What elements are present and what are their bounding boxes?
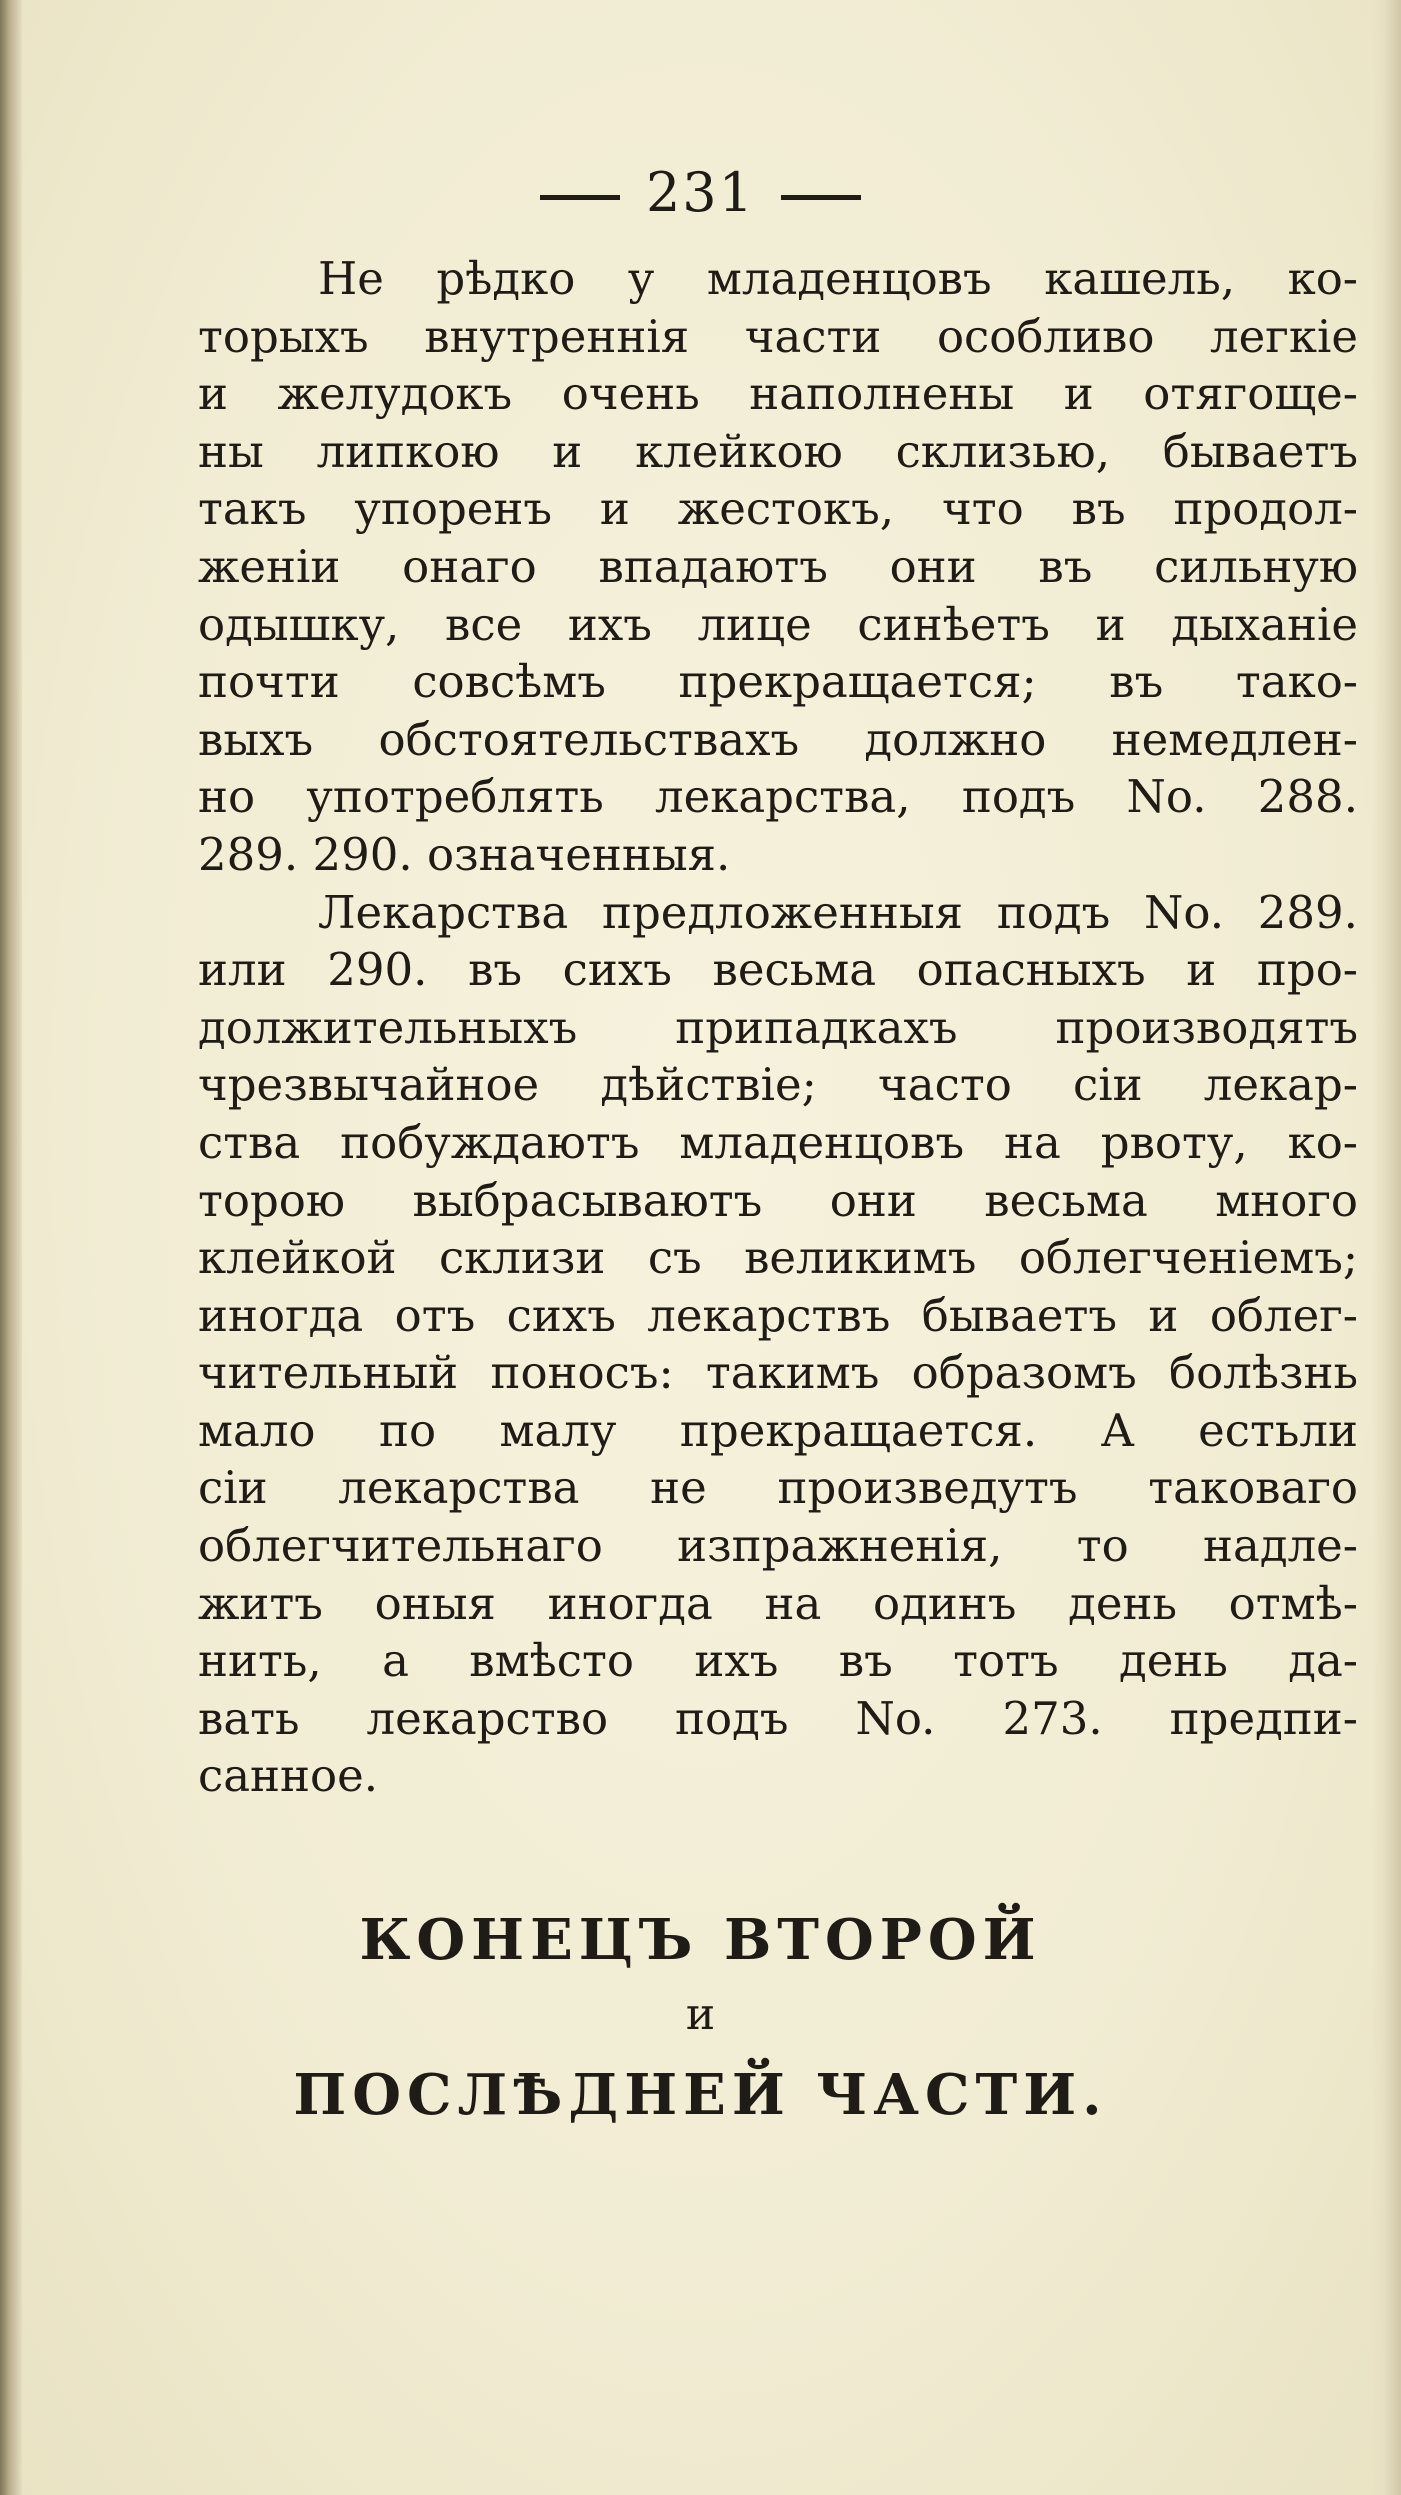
ending-title-line-3: ПОСЛѢДНЕЙ ЧАСТИ. — [293, 2062, 1108, 2128]
text-line: 289. 290. означенныя. — [198, 827, 731, 881]
text-line: иногда отъ сихъ лекарствъ бываетъ и облег- — [198, 1288, 1358, 1342]
ending-title-line-1: КОНЕЦЪ ВТОРОЙ — [359, 1907, 1042, 1973]
page-header — [0, 158, 1401, 228]
text-line: или 290. въ сихъ весьма опасныхъ и про- — [198, 943, 1358, 997]
text-line: торою выбрасываютъ они весьма много — [198, 1173, 1358, 1227]
text-line: клейкой склизи съ великимъ облегченіемъ; — [198, 1231, 1358, 1285]
text-line: Лекарства предложенныя подъ No. 289. — [318, 885, 1358, 939]
text-line: нить, а вмѣсто ихъ въ тотъ день да- — [198, 1634, 1358, 1688]
header-dash-right — [781, 195, 861, 200]
page-number: 231 — [645, 161, 756, 224]
text-line: чительный поносъ: такимъ образомъ болѣзнь — [198, 1346, 1358, 1400]
text-line: ны липкою и клейкою склизью, бываетъ — [198, 424, 1358, 478]
paragraph-1 — [198, 250, 1358, 884]
text-line: житъ оныя иногда на одинъ день отмѣ- — [198, 1576, 1358, 1630]
ending-title-line-2: и — [685, 1989, 716, 2040]
text-line: чрезвычайное дѣйствіе; часто сіи лекар- — [198, 1058, 1358, 1112]
text-line: и желудокъ очень наполнены и отягоще- — [198, 367, 1358, 421]
text-line: такъ упоренъ и жестокъ, что въ продол- — [198, 482, 1358, 536]
text-line: вать лекарство подъ No. 273. предпи- — [198, 1691, 1358, 1745]
text-line: одышку, все ихъ лице синѣетъ и дыханіе — [198, 597, 1358, 651]
text-line: должительныхъ припадкахъ производятъ — [198, 1000, 1358, 1054]
text-line: почти совсѣмъ прекращается; въ тако- — [198, 655, 1358, 709]
text-line: женіи онаго впадаютъ они въ сильную — [198, 539, 1358, 593]
text-line: выхъ обстоятельствахъ должно немедлен- — [198, 712, 1358, 766]
text-line: мало по малу прекращается. А естьли — [198, 1403, 1358, 1457]
text-line: ства побуждаютъ младенцовъ на рвоту, ко- — [198, 1115, 1358, 1169]
text-line: торыхъ внутреннія части особливо легкіе — [198, 309, 1358, 363]
text-line: Не рѣдко у младенцовъ кашель, ко- — [318, 252, 1358, 305]
text-line: санное. — [198, 1749, 379, 1803]
paragraph-2 — [198, 884, 1358, 1806]
header-dash-left — [540, 195, 620, 200]
text-line: облегчительнаго изпражненія, то надле- — [198, 1519, 1358, 1573]
body-text — [198, 250, 1358, 1805]
text-line: сіи лекарства не произведутъ таковаго — [198, 1461, 1358, 1515]
text-line: но употреблять лекарства, подъ No. 288. — [198, 770, 1358, 824]
